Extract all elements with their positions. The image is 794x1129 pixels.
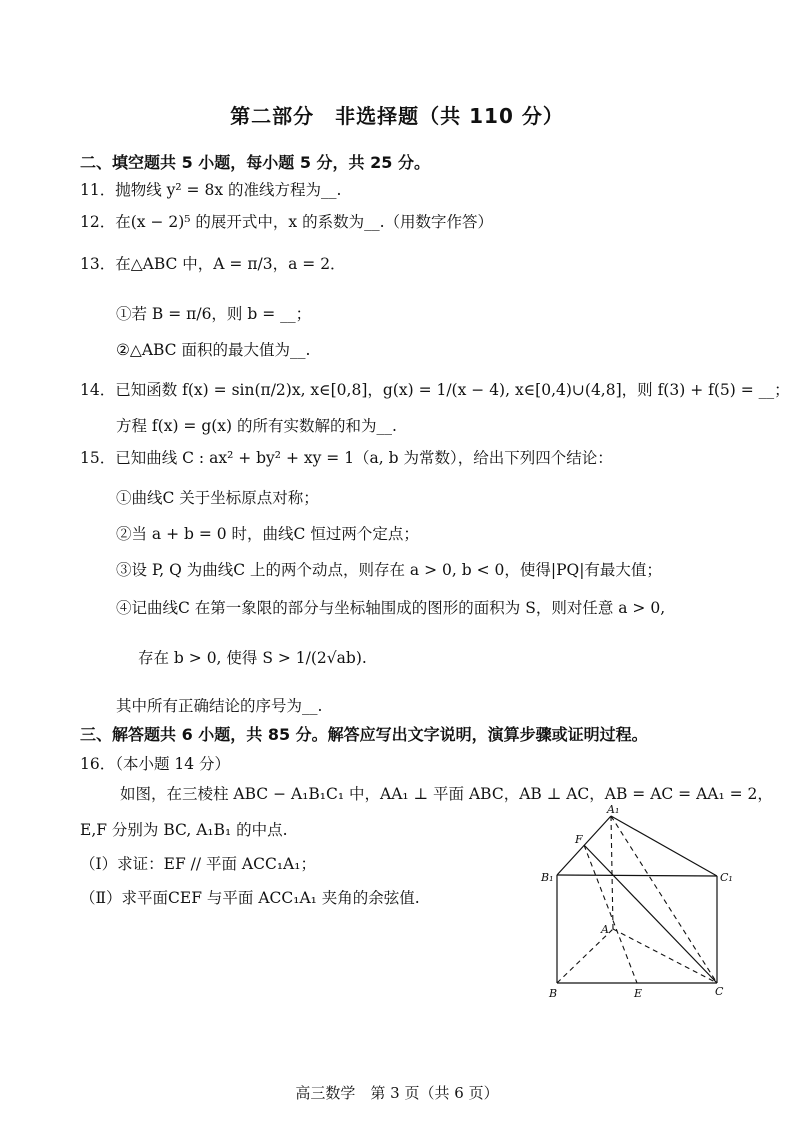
question-16-text-2: E,F 分别为 BC, A₁B₁ 的中点. — [80, 821, 288, 839]
question-13-part-2: ②△ABC 面积的最大值为__. — [116, 341, 311, 359]
question-16-header: 16．（本小题 14 分） — [80, 755, 231, 773]
section-fill-blank-heading: 二、填空题共 5 小题，每小题 5 分，共 25 分。 — [80, 153, 430, 172]
label-b1: B₁ — [541, 871, 554, 884]
edge-b1-c1 — [557, 875, 717, 876]
page-title: 第二部分 非选择题（共 110 分） — [230, 104, 564, 128]
question-13: 13．在△ABC 中，A = π/3，a = 2． — [80, 255, 346, 273]
question-15-conclusion-1: ①曲线C 关于坐标原点对称； — [116, 489, 319, 507]
question-12: 12．在(x − 2)⁵ 的展开式中，x 的系数为__.（用数字作答） — [80, 213, 493, 231]
question-11: 11．抛物线 y² = 8x 的准线方程为__. — [80, 181, 342, 199]
question-15-conclusion-4-cont: 存在 b > 0, 使得 S > 1/(2√ab). — [138, 649, 367, 667]
question-14: 14．已知函数 f(x) = sin(π/2)x, x∈[0,8]，g(x) = 1/(x − 4), x∈[0,4)∪(4,8]，则 f(3) + f(5) = __； — [80, 381, 790, 399]
label-e: E — [634, 987, 643, 1000]
prism-figure — [535, 805, 745, 1005]
edge-a-c-hidden — [613, 929, 717, 983]
label-b: B — [549, 987, 558, 1000]
question-13-part-1: ①若 B = π/6，则 b = __； — [116, 305, 312, 323]
edge-a1-c1 — [611, 816, 717, 876]
question-16-part-2: （Ⅱ）求平面CEF 与平面 ACC₁A₁ 夹角的余弦值. — [80, 889, 420, 907]
question-15: 15．已知曲线 C : ax² + by² + xy = 1（a, b 为常数），给出下列四个结论： — [80, 449, 613, 467]
label-a1: A₁ — [607, 805, 620, 816]
question-16-text: 如图，在三棱柱 ABC − A₁B₁C₁ 中，AA₁ ⊥ 平面 ABC，AB ⊥ AC，AB = AC = AA₁ = 2， — [120, 785, 773, 803]
question-15-answer-prompt: 其中所有正确结论的序号为__. — [116, 697, 323, 715]
segment-f-c — [584, 845, 717, 983]
label-f: F — [575, 833, 583, 846]
question-16-part-1: （Ⅰ）求证：EF // 平面 ACC₁A₁； — [80, 855, 316, 873]
label-a: A — [601, 923, 609, 936]
question-14-part-2: 方程 f(x) = g(x) 的所有实数解的和为__. — [116, 417, 397, 435]
section-solutions-heading: 三、解答题共 6 小题，共 85 分。解答应写出文字说明，演算步骤或证明过程。 — [80, 725, 648, 744]
question-15-conclusion-3: ③设 P, Q 为曲线C 上的两个动点，则存在 a > 0, b < 0，使得|PQ|有最大值； — [116, 561, 662, 579]
page-footer: 高三数学 第 3 页（共 6 页） — [295, 1084, 499, 1102]
question-15-conclusion-4: ④记曲线C 在第一象限的部分与坐标轴围成的图形的面积为 S，则对任意 a > 0, — [116, 599, 666, 617]
question-15-conclusion-2: ②当 a + b = 0 时，曲线C 恒过两个定点； — [116, 525, 419, 543]
label-c: C — [715, 985, 724, 998]
segment-f-e-hidden — [584, 845, 637, 983]
label-c1: C₁ — [720, 871, 733, 884]
edge-b-a-hidden — [557, 929, 613, 983]
